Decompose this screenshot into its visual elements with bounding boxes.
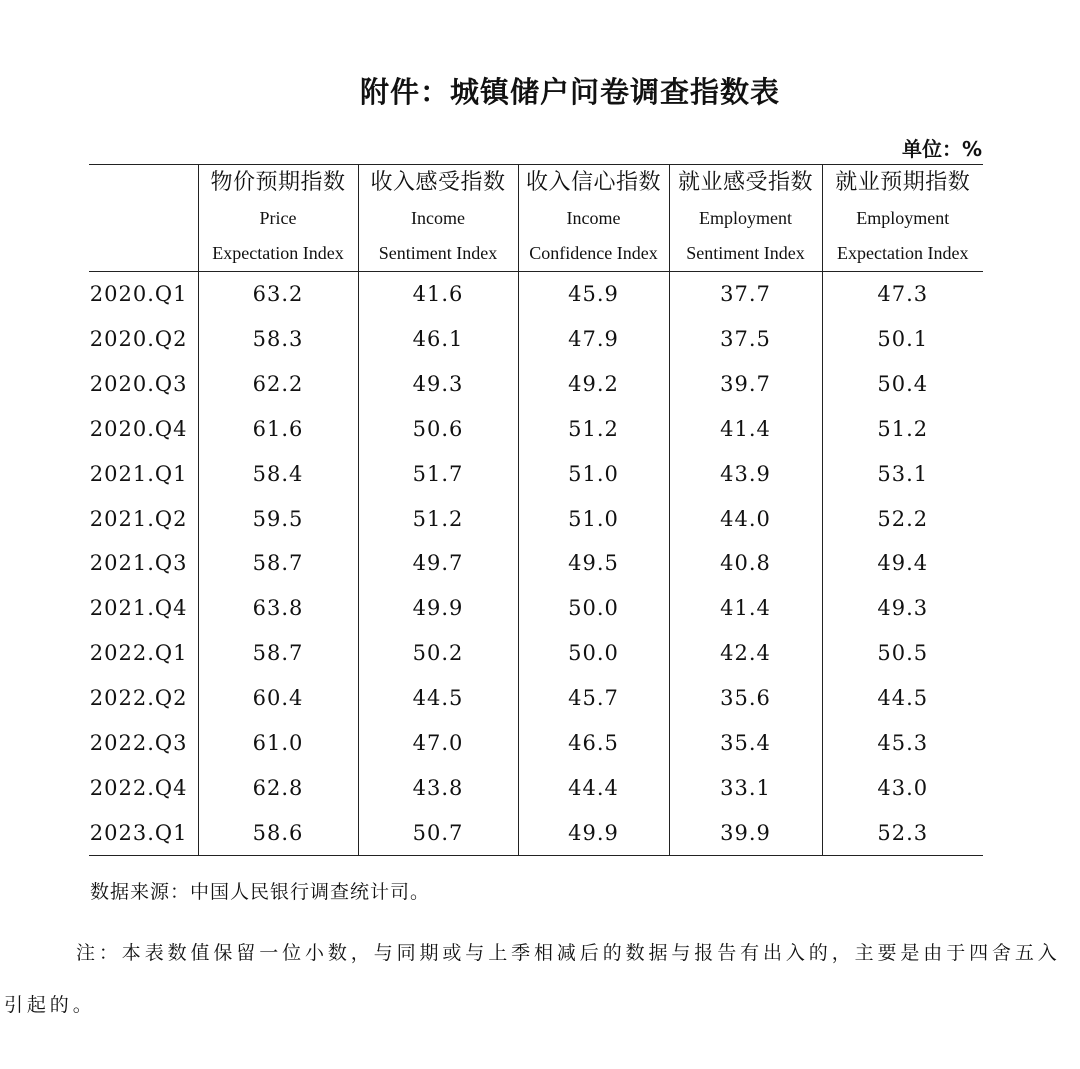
value-cell: 45.7 [518,676,669,721]
value-cell: 49.7 [358,541,518,586]
value-cell: 39.7 [669,362,822,407]
value-cell: 51.7 [358,451,518,496]
header-employment-sentiment [669,165,822,272]
period-cell: 2022.Q2 [89,686,188,711]
header-en-line2: Expectation Index [212,243,344,263]
period-cell: 2020.Q3 [89,372,188,397]
value-cell: 49.9 [518,810,669,855]
value-cell: 61.0 [198,720,358,765]
table-row [89,451,983,496]
table-row [89,676,983,721]
value-cell: 46.1 [358,317,518,362]
value-cell: 41.4 [669,407,822,452]
value-cell: 44.0 [669,496,822,541]
value-cell: 43.9 [669,451,822,496]
value-cell: 44.5 [822,676,983,721]
table-row [89,765,983,810]
value-cell: 49.3 [358,362,518,407]
header-en-line2: Sentiment Index [378,243,498,263]
header-income-confidence [518,165,669,272]
table-row [89,317,983,362]
value-cell: 50.2 [358,631,518,676]
value-cell: 51.2 [518,407,669,452]
value-cell: 50.0 [518,586,669,631]
value-cell: 47.0 [358,720,518,765]
header-income-sentiment [358,165,518,272]
header-zh: 就业预期指数 [835,170,971,195]
header-en-line1: Income [566,208,621,228]
value-cell: 62.8 [198,765,358,810]
value-cell: 50.0 [518,631,669,676]
value-cell: 52.3 [822,810,983,855]
value-cell: 58.3 [198,317,358,362]
value-cell: 37.7 [669,272,822,317]
document-title: 附件：城镇储户问卷调查指数表 [359,75,780,109]
value-cell: 45.3 [822,720,983,765]
value-cell: 35.4 [669,720,822,765]
value-cell: 46.5 [518,720,669,765]
table-row [89,272,983,317]
period-cell: 2020.Q4 [89,416,188,441]
value-cell: 52.2 [822,496,983,541]
value-cell: 37.5 [669,317,822,362]
header-zh: 收入感受指数 [370,170,506,195]
header-en-line2: Confidence Index [529,243,658,263]
value-cell: 33.1 [669,765,822,810]
period-cell: 2021.Q2 [89,506,188,531]
table-row [89,362,983,407]
table-row [89,407,983,452]
value-cell: 43.8 [358,765,518,810]
period-cell: 2020.Q1 [89,282,188,307]
value-cell: 47.3 [822,272,983,317]
table-row [89,496,983,541]
period-cell: 2022.Q4 [89,775,188,800]
period-cell: 2022.Q3 [89,730,188,755]
table-header-row [89,165,983,272]
value-cell: 49.9 [358,586,518,631]
value-cell: 44.5 [358,676,518,721]
value-cell: 58.4 [198,451,358,496]
value-cell: 43.0 [822,765,983,810]
table-row [89,541,983,586]
value-cell: 45.9 [518,272,669,317]
value-cell: 51.2 [822,407,983,452]
value-cell: 39.9 [669,810,822,855]
value-cell: 50.6 [358,407,518,452]
header-zh: 物价预期指数 [210,170,346,195]
value-cell: 49.2 [518,362,669,407]
header-price-expectation [198,165,358,272]
header-employment-expectation [822,165,983,272]
header-en-line2: Sentiment Index [686,243,805,263]
value-cell: 50.4 [822,362,983,407]
period-cell: 2021.Q3 [89,551,188,576]
value-cell: 51.2 [358,496,518,541]
value-cell: 49.5 [518,541,669,586]
value-cell: 50.5 [822,631,983,676]
value-cell: 58.6 [198,810,358,855]
period-cell: 2022.Q1 [89,641,188,666]
header-period [89,165,198,272]
value-cell: 61.6 [198,407,358,452]
header-zh: 收入信心指数 [525,170,661,195]
value-cell: 60.4 [198,676,358,721]
header-en-line1: Employment [856,208,950,228]
table-row [89,810,983,855]
value-cell: 41.6 [358,272,518,317]
value-cell: 62.2 [198,362,358,407]
unit-label: 单位：% [901,137,982,161]
period-cell: 2023.Q1 [89,810,198,855]
value-cell: 49.4 [822,541,983,586]
value-cell: 49.3 [822,586,983,631]
value-cell: 40.8 [669,541,822,586]
value-cell: 51.0 [518,451,669,496]
header-en-line1: Income [411,208,465,228]
period-cell: 2021.Q4 [89,596,188,621]
value-cell: 47.9 [518,317,669,362]
period-cell: 2021.Q1 [89,461,188,486]
data-source-note: 数据来源：中国人民银行调查统计司。 [90,881,431,903]
value-cell: 53.1 [822,451,983,496]
value-cell: 35.6 [669,676,822,721]
value-cell: 42.4 [669,631,822,676]
header-en-line1: Employment [699,208,792,228]
value-cell: 58.7 [198,631,358,676]
table-row [89,586,983,631]
value-cell: 58.7 [198,541,358,586]
value-cell: 50.7 [358,810,518,855]
table-row [89,631,983,676]
header-en-line2: Expectation Index [837,243,969,263]
value-cell: 50.1 [822,317,983,362]
value-cell: 51.0 [518,496,669,541]
period-cell: 2020.Q2 [89,327,188,352]
value-cell: 59.5 [198,496,358,541]
table-body [89,272,983,856]
index-table [89,164,983,856]
value-cell: 63.8 [198,586,358,631]
value-cell: 41.4 [669,586,822,631]
value-cell: 63.2 [198,272,358,317]
table-row [89,720,983,765]
value-cell: 44.4 [518,765,669,810]
rounding-note: 注：本表数值保留一位小数，与同期或与上季相减后的数据与报告有出入的，主要是由于四舍五入引起的。 [4,942,1061,1016]
header-zh: 就业感受指数 [677,170,813,195]
header-en-line1: Price [259,208,297,228]
